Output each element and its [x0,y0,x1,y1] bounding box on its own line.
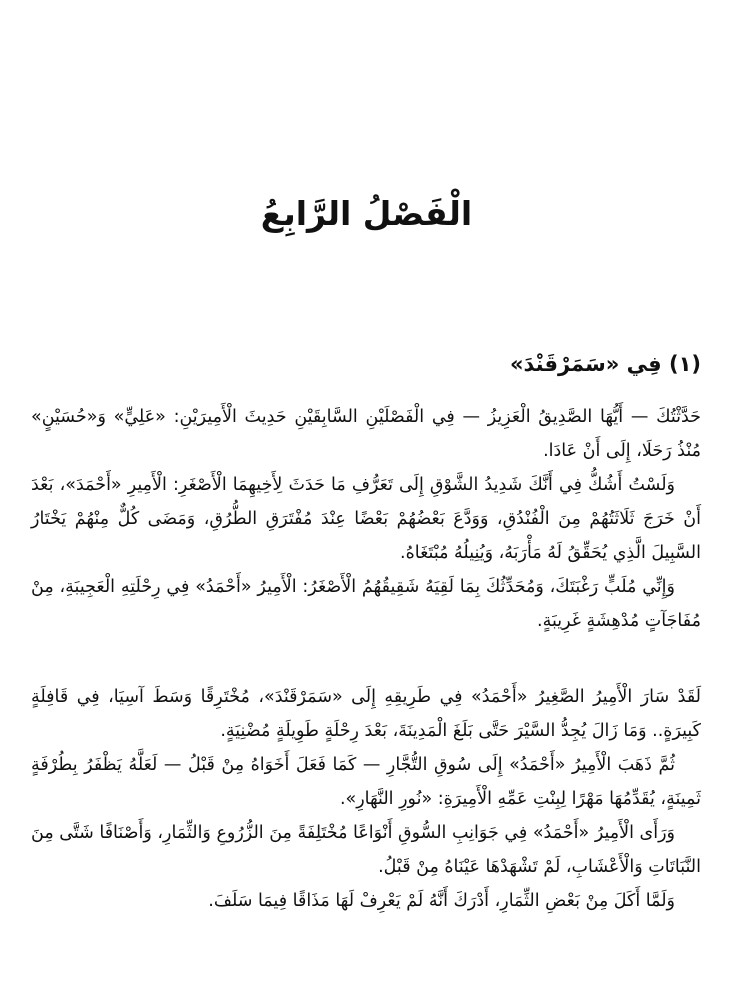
text-block-2 [31,680,701,918]
chapter-title: الْفَصْلُ الرَّابِعُ [260,194,473,233]
paragraph: حَدَّثْتُكَ — أَيُّهَا الصَّدِيقُ الْعَزِيزُ — فِي الْفَصْلَيْنِ السَّابِقَيْنِ حَدِيثَ الْأَمِيرَيْنِ: «عَلِيٍّ» وَ«حُسَيْنٍ» مُنْذُ رَحَلَا، إِلَى أَنْ عَادَا. [31,407,701,461]
paragraph: ثُمَّ ذَهَبَ الْأَمِيرُ «أَحْمَدُ» إِلَى سُوقِ التُّجَّارِ — كَمَا فَعَلَ أَخَوَاهُ مِنْ قَبْلُ — لَعَلَّهُ يَظْفَرُ بِطُرْفَةٍ ثَمِينَةٍ، يُقَدِّمُهَا مَهْرًا لِبِنْتِ عَمِّهِ الْأَمِيرَةِ: «نُورِ النَّهَارِ». [31,755,701,809]
text-block-1 [31,400,701,638]
section-heading: (١) فِي «سَمَرْقَنْدَ» [509,352,701,376]
paragraph: وَإِنِّي مُلَبٍّ رَغْبَتَكَ، وَمُحَدِّثُكَ بِمَا لَقِيَهُ شَقِيقُهُمُ الْأَصْغَرُ: الْأَمِيرُ «أَحْمَدُ» فِي رِحْلَتِهِ الْعَجِيبَةِ، مِنْ مُفَاجَآتٍ مُدْهِشَةٍ غَرِيبَةٍ. [31,577,701,631]
paragraph: لَقَدْ سَارَ الْأَمِيرُ الصَّغِيرُ «أَحْمَدُ» فِي طَرِيقِهِ إِلَى «سَمَرْقَنْدَ»، مُخْتَرِقًا وَسَطَ آسِيَا، فِي قَافِلَةٍ كَبِيرَةٍ.. وَمَا زَالَ يُجِدُّ السَّيْرَ حَتَّى بَلَغَ الْمَدِينَةَ، بَعْدَ رِحْلَةٍ طَوِيلَةٍ مُضْنِيَةٍ. [31,687,701,741]
paragraph: وَلَمَّا أَكَلَ مِنْ بَعْضِ الثِّمَارِ، أَدْرَكَ أَنَّهُ لَمْ يَعْرِفْ لَهَا مَذَاقًا فِيمَا سَلَفَ. [208,891,675,911]
paragraph: وَلَسْتُ أَشُكُّ فِي أَنَّكَ شَدِيدُ الشَّوْقِ إِلَى تَعَرُّفِ مَا حَدَثَ لِأَخِيهِمَا الْأَصْغَرِ: الْأَمِيرِ «أَحْمَدَ»، بَعْدَ أَنْ خَرَجَ ثَلَاثَتُهُمْ مِنَ الْفُنْدُقِ، وَوَدَّعَ بَعْضُهُمْ بَعْضًا عِنْدَ مُفْتَرَقِ الطُّرُقِ، وَمَضَى كُلٌّ مِنْهُمْ يَخْتَارُ السَّبِيلَ الَّذِي يُحَقِّقُ لَهُ مَأْرَبَهُ، وَيُنِيلُهُ مُبْتَغَاهُ. [31,475,701,563]
paragraph: وَرَأَى الْأَمِيرُ «أَحْمَدُ» فِي جَوَانِبِ السُّوقِ أَنْوَاعًا مُخْتَلِفَةً مِنَ الزُّرُوعِ وَالثِّمَارِ، وَأَصْنَافًا شَتَّى مِنَ النَّبَاتَاتِ وَالْأَعْشَابِ، لَمْ تَشْهَدْهَا عَيْنَاهُ مِنْ قَبْلُ. [31,823,701,877]
